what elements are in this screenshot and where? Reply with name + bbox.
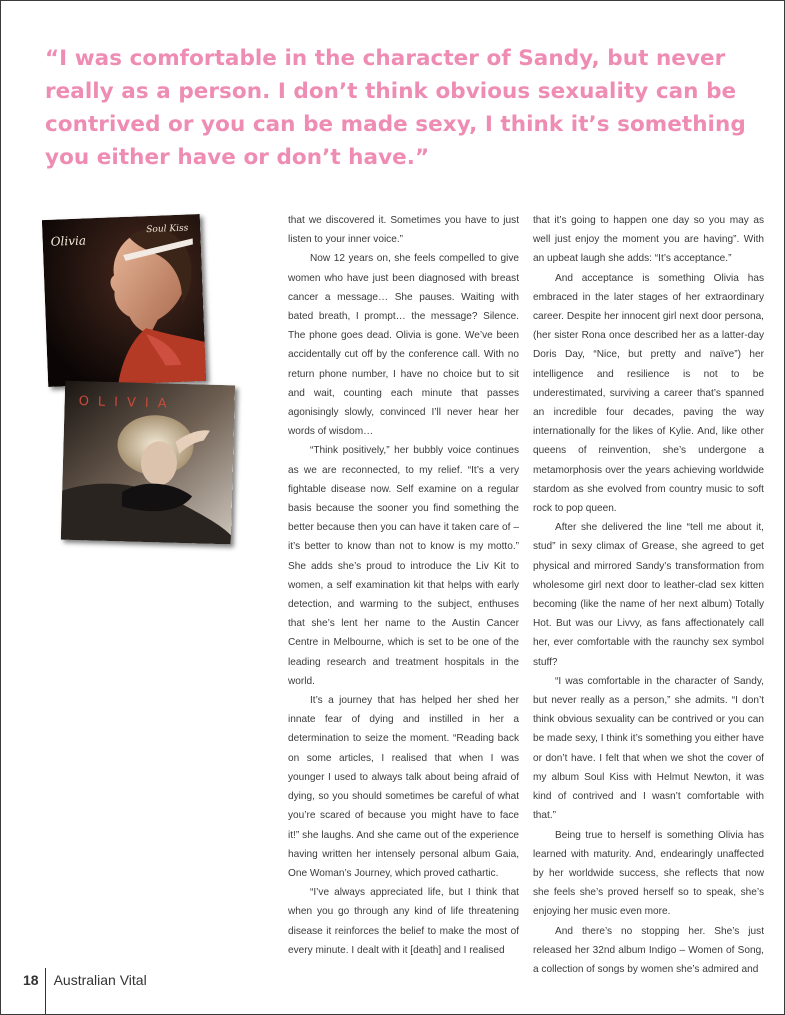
paragraph: Now 12 years on, she feels compelled to give women who have just been diagnosed with breast cancer a message… She pauses. Waiting with bated breath, I prompt… the message? Silence. The phone goes dead. Olivia is gone. We’ve been accidentally cut off by the conference call. With no return phone number, I have no choice but to sit and wait, counting each minute that passes agonisingly slowly, convinced I’ll never hear her words of wisdom… xyxy=(288,253,519,438)
footer-divider xyxy=(45,968,46,1014)
page-number: 18 xyxy=(23,972,39,988)
paragraph: “I was comfortable in the character of Sandy, but never really as a person,” she admits. “I don’t think obvious sexuality can be contrived or you can be made sexy, I think it’s something you either have or don’t have. I felt that when we shot the cover of my album Soul Kiss with Helmut Newton, it was kind of contrived and I wasn’t comfortable with that.” xyxy=(533,675,764,822)
paragraph: “I’ve always appreciated life, but I think that when you go through any kind of life threatening disease it reinforces the belief to make the most of every minute. I dealt with it [death] and I realised xyxy=(288,887,519,956)
album-cover-totally-hot-art xyxy=(61,381,235,545)
paragraph: It’s a journey that has helped her shed her innate fear of dying and instilled in her a determination to seize the moment. “Reading back on some articles, I realised that when I was younger I used to always talk about being afraid of dying, so you should sometimes be careful of what you’re scared of because you might have to face it!” she laughs. And she came out of the experience having written her intensely personal album Gaia, One Woman’s Journey, which proved cathartic. xyxy=(288,695,519,879)
paragraph: that we discovered it. Sometimes you have to just listen to your inner voice.” xyxy=(288,215,519,246)
album-cover-soul-kiss-art xyxy=(42,214,206,387)
paragraph: Being true to herself is something Olivia has learned with maturity. And, endearingly unaffected by her worldwide success, she reflects that now she feels she’s proved herself so to speak, she’s enjoying her music even more. xyxy=(533,829,764,918)
publication-name: Australian Vital xyxy=(53,972,147,988)
album-cover-olivia-script: Olivia xyxy=(50,233,87,249)
paragraph: that it’s going to happen one day so you may as well just enjoy the moment you are having”. With an upbeat laugh she adds: “It’s acceptance.” xyxy=(533,215,764,265)
paragraph: “Think positively,” her bubbly voice continues as we are reconnected, to my relief. “It’s a very fightable disease now. Self examine on a regular basis because the sooner you find something the better because then you can have it taken care of – it’s better to know than not to know is my motto.” She adds she’s proud to introduce the Liv Kit to women, a self examination kit that helps with early detection, and warming to the subject, enthuses that she’s lent her name to the Austin Cancer Centre in Melbourne, which is set to be one of the leading research and treatment hospitals in the world. xyxy=(288,445,519,687)
album-cover-soul-kiss xyxy=(42,214,206,387)
article-column-2 xyxy=(533,211,764,979)
article-column-1 xyxy=(288,211,519,960)
paragraph: And acceptance is something Olivia has embraced in the later stages of her extraordinary career. Despite her innocent girl next door persona, (her sister Rona once described her as a latter-day Doris Day, “Nice, but pretty and naïve”) her intelligence and resilience is not to be underestimated, surviving a career that’s spanned an incredible four decades, paving the way internationally for the likes of Kylie. And, like other queens of reinvention, she’s undergone a metamorphosis over the years achieving worldwide stardom as she evolved from country music to soft rock to pop queen. xyxy=(533,272,764,515)
album-cover-soul-kiss-script: Soul Kiss xyxy=(146,223,189,236)
page-footer xyxy=(23,968,147,1014)
paragraph: After she delivered the line “tell me about it, stud” in sexy climax of Grease, she agreed to get physical and mirrored Sandy’s transformation from wholesome girl next door to leather-clad sex kitten becoming (like the name of her next album) Totally Hot. But was our Livvy, as fans affectionately call her, ever comfortable with the raunchy sex symbol stuff? xyxy=(533,522,764,668)
paragraph: And there’s no stopping her. She’s just released her 32nd album Indigo – Women of Song, a collection of songs by women she’s admired and xyxy=(533,925,764,975)
pull-quote: “I was comfortable in the character of Sandy, but never really as a person. I don’t think obvious sexuality can be contrived or you can be made sexy, I think it’s something you either have or don’t have.” xyxy=(45,46,746,170)
album-cover-olivia-title: OLIVIA xyxy=(78,394,176,412)
album-cover-totally-hot xyxy=(61,381,235,545)
